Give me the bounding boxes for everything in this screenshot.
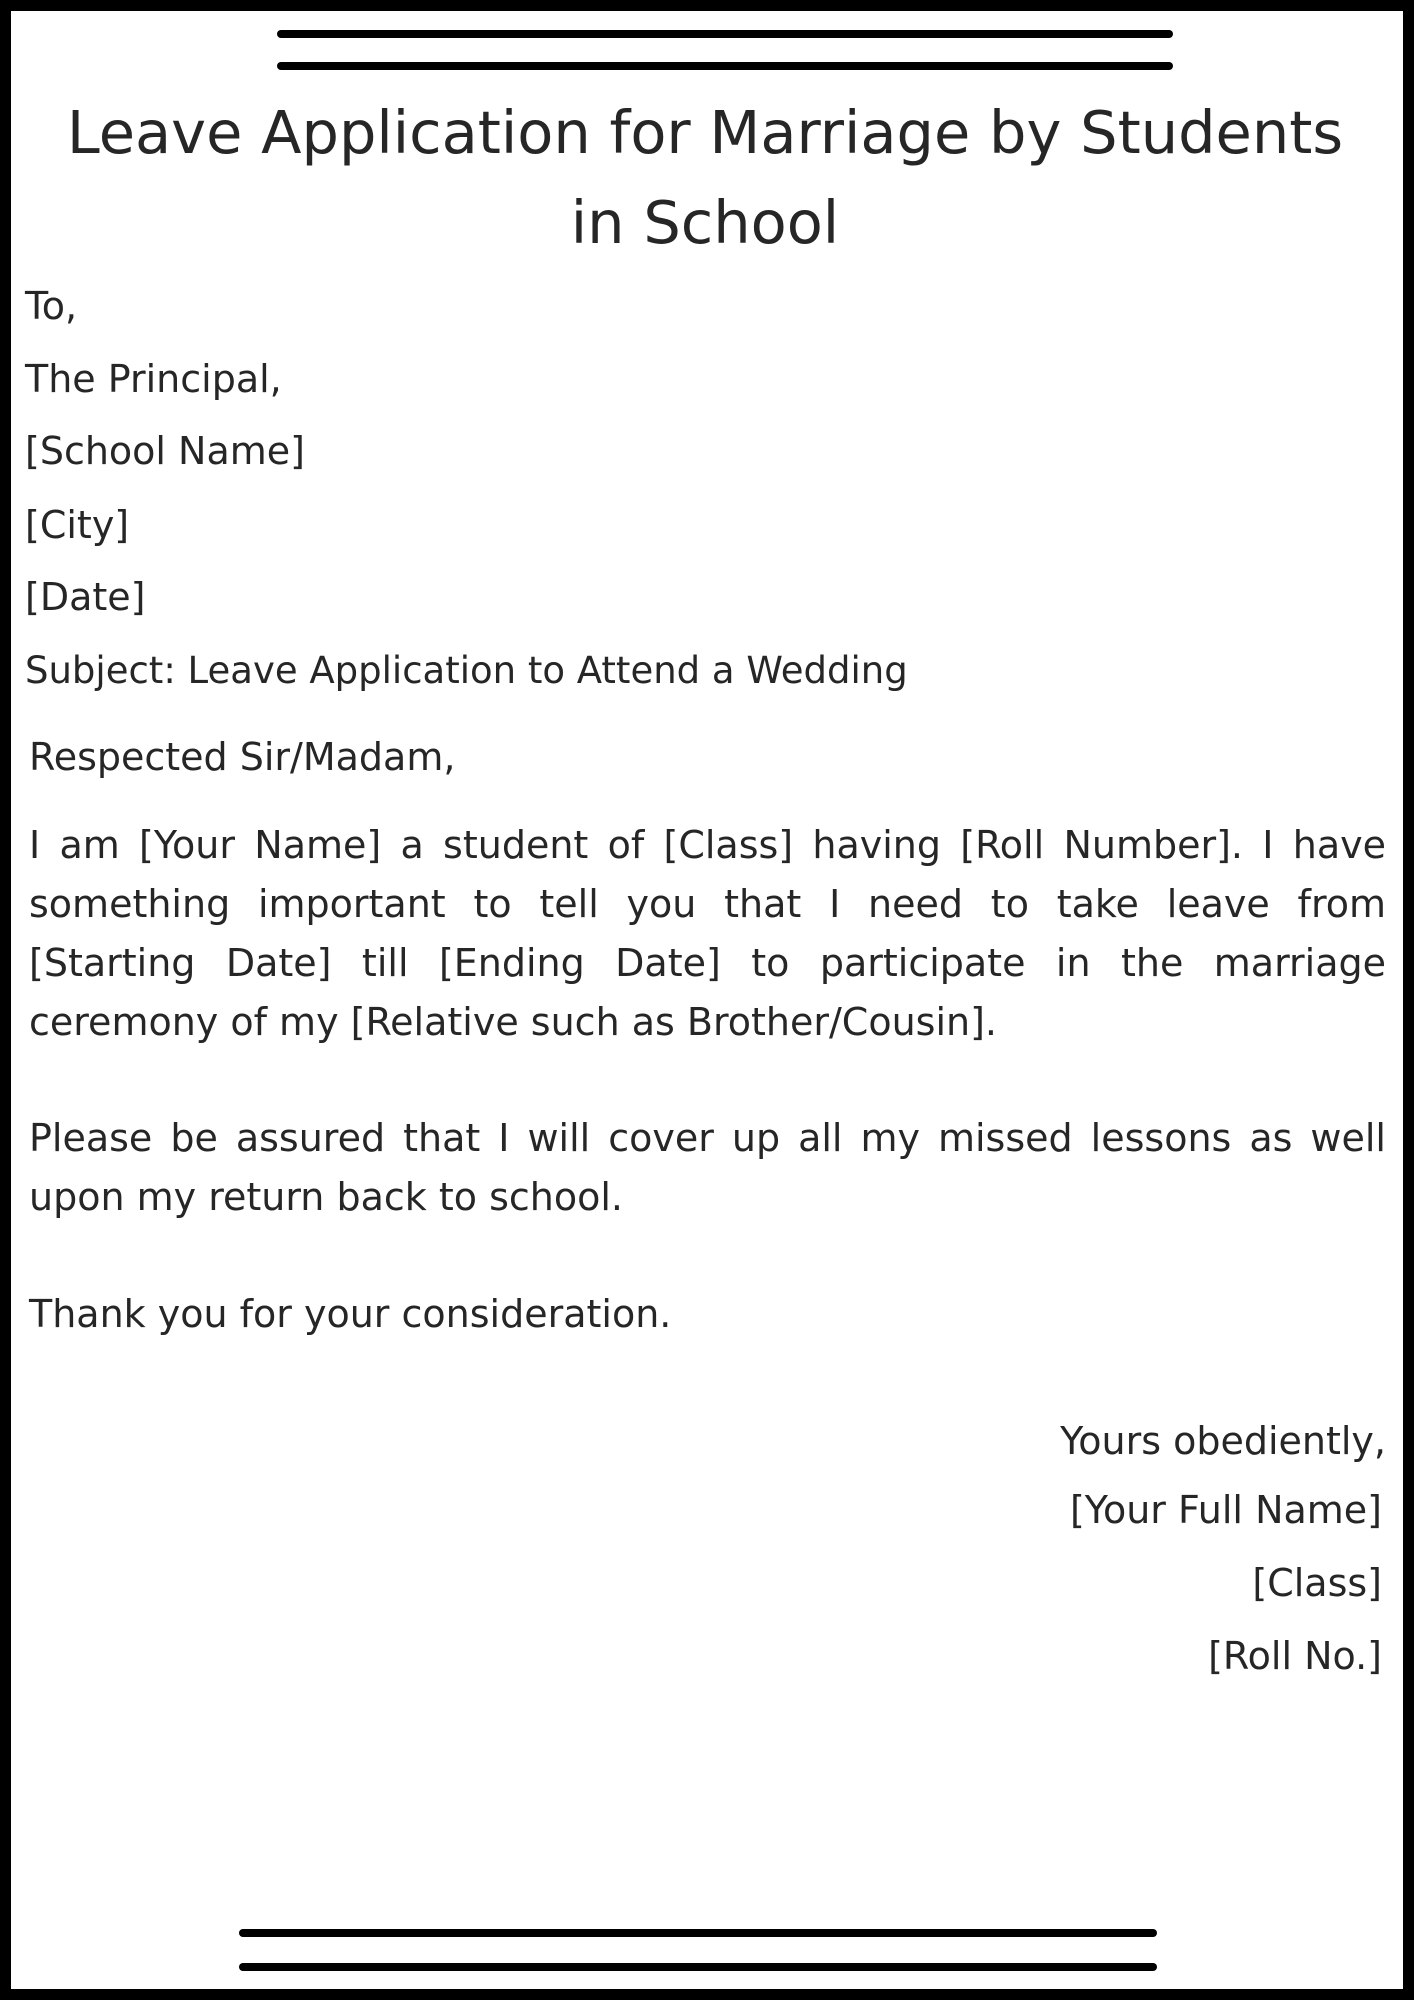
closing-full-name: [Your Full Name] <box>1069 1488 1382 1532</box>
closing-signoff: Yours obediently, <box>1060 1419 1386 1463</box>
body-paragraph-request: I am [Your Name] a student of [Class] having [Roll Number]. I have something important to tell you that I need to take leave from [Starting Date] till [Ending Date] to participate in the marriage ceremony of my [Relative such as Brother/Cousin]. <box>29 823 1386 1044</box>
bottom-rule-upper <box>239 1929 1157 1937</box>
address-city: [City] <box>25 503 130 547</box>
address-school: [School Name] <box>25 429 305 473</box>
address-date: [Date] <box>25 575 146 619</box>
body-paragraph-thanks: Thank you for your consideration. <box>29 1292 672 1336</box>
closing-class: [Class] <box>1252 1561 1382 1605</box>
top-rule-upper <box>277 30 1173 38</box>
top-rule-lower <box>277 62 1173 70</box>
subject-line: Subject: Leave Application to Attend a Wedding <box>25 649 908 692</box>
address-to: To, <box>25 284 78 328</box>
salutation: Respected Sir/Madam, <box>29 735 456 779</box>
address-recipient: The Principal, <box>25 357 282 401</box>
body-paragraph-assurance: Please be assured that I will cover up all my missed lessons as well upon my return back to school. <box>29 1116 1386 1219</box>
document-title: Leave Application for Marriage by Students in School <box>66 98 1344 257</box>
closing-roll-number: [Roll No.] <box>1208 1634 1382 1678</box>
bottom-rule-lower <box>239 1963 1157 1971</box>
